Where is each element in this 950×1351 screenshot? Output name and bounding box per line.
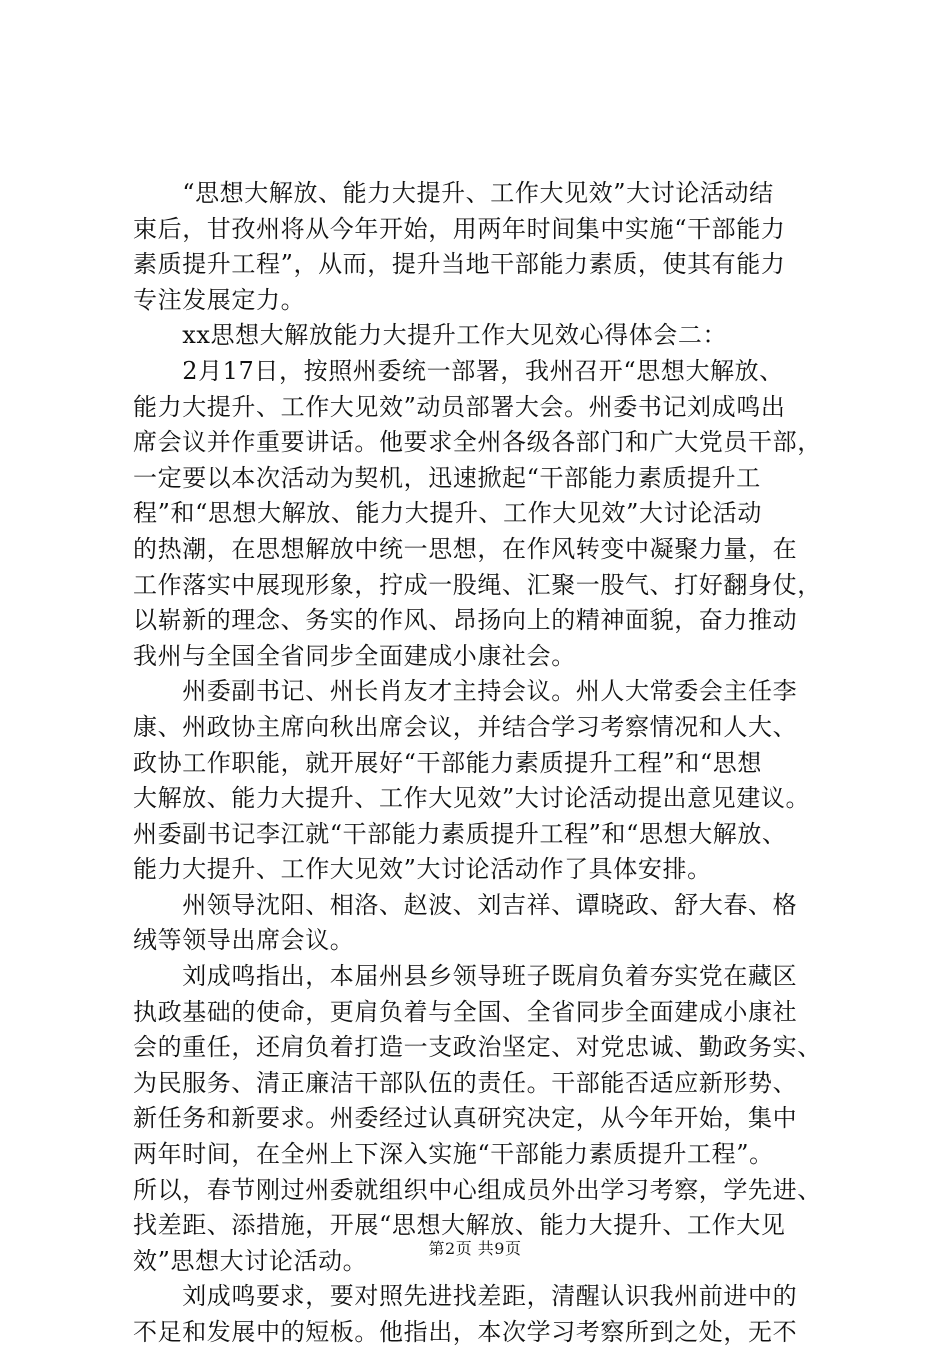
- text-line: 不足和发展中的短板。他指出，本次学习考察所到之处，无不: [133, 1318, 798, 1346]
- text-line: 为民服务、清正廉洁干部队伍的责任。干部能否适应新形势、: [133, 1068, 798, 1097]
- text-line: 素质提升工程”，从而，提升当地干部能力素质，使其有能力: [133, 250, 786, 279]
- text-line: 政协工作职能，就开展好“干部能力素质提升工程”和“思想: [133, 748, 763, 777]
- text-line: 康、州政协主席向秋出席会议，并结合学习考察情况和人大、: [133, 712, 798, 741]
- text-line: 程”和“思想大解放、能力大提升、工作大见效”大讨论活动: [133, 499, 763, 528]
- text-line: 专注发展定力。: [133, 285, 306, 314]
- text-line: 会的重任，还肩负着打造一支政治坚定、对党忠诚、勤政务实、: [133, 1033, 822, 1062]
- text-line: “思想大解放、能力大提升、工作大见效”大讨论活动结: [133, 179, 774, 207]
- section-heading: xx思想大解放能力大提升工作大见效心得体会二：: [133, 321, 728, 350]
- text-line: 以崭新的理念、务实的作风、昂扬向上的精神面貌，奋力推动: [133, 606, 798, 635]
- text-line: 两年时间，在全州上下深入实施“干部能力素质提升工程”。: [133, 1140, 774, 1169]
- text-line: 工作落实中展现形象，拧成一股绳、汇聚一股气、打好翻身仗，: [133, 570, 822, 599]
- page-number: 第2页 共9页: [428, 1239, 522, 1258]
- text-line: 能力大提升、工作大见效”大讨论活动作了具体安排。: [133, 855, 712, 884]
- text-line: 效”思想大讨论活动。: [133, 1246, 368, 1275]
- text-line: 执政基础的使命，更肩负着与全国、全省同步全面建成小康社: [133, 997, 798, 1026]
- text-line: 席会议并作重要讲话。他要求全州各级各部门和广大党员干部，: [133, 428, 822, 457]
- document-body: [133, 176, 833, 1351]
- text-line: 我州与全国全省同步全面建成小康社会。: [133, 641, 576, 670]
- text-line: 州委副书记、州长肖友才主持会议。州人大常委会主任李: [133, 677, 798, 706]
- text-line: 一定要以本次活动为契机，迅速掀起“干部能力素质提升工: [133, 463, 761, 492]
- text-line: 州领导沈阳、相洛、赵波、刘吉祥、谭晓政、舒大春、格: [133, 890, 798, 919]
- text-line: 大解放、能力大提升、工作大见效”大讨论活动提出意见建议。: [133, 784, 811, 813]
- text-line: 找差距、添措施，开展“思想大解放、能力大提升、工作大见: [133, 1211, 786, 1240]
- text-line: 绒等领导出席会议。: [133, 926, 355, 955]
- text-line: 能力大提升、工作大见效”动员部署大会。州委书记刘成鸣出: [133, 392, 786, 421]
- text-line: 2月17日，按照州委统一部署，我州召开“思想大解放、: [133, 356, 784, 385]
- text-line: 所以，春节刚过州委就组织中心组成员外出学习考察，学先进、: [133, 1175, 822, 1204]
- text-line: 的热潮，在思想解放中统一思想，在作风转变中凝聚力量，在: [133, 534, 798, 563]
- text-line: 州委副书记李江就“干部能力素质提升工程”和“思想大解放、: [133, 819, 787, 848]
- text-line: 刘成鸣指出，本届州县乡领导班子既肩负着夯实党在藏区: [133, 962, 798, 991]
- text-line: 刘成鸣要求，要对照先进找差距，清醒认识我州前进中的: [133, 1282, 798, 1311]
- text-line: 束后，甘孜州将从今年开始，用两年时间集中实施“干部能力: [133, 214, 786, 243]
- text-line: 新任务和新要求。州委经过认真研究决定，从今年开始，集中: [133, 1104, 798, 1133]
